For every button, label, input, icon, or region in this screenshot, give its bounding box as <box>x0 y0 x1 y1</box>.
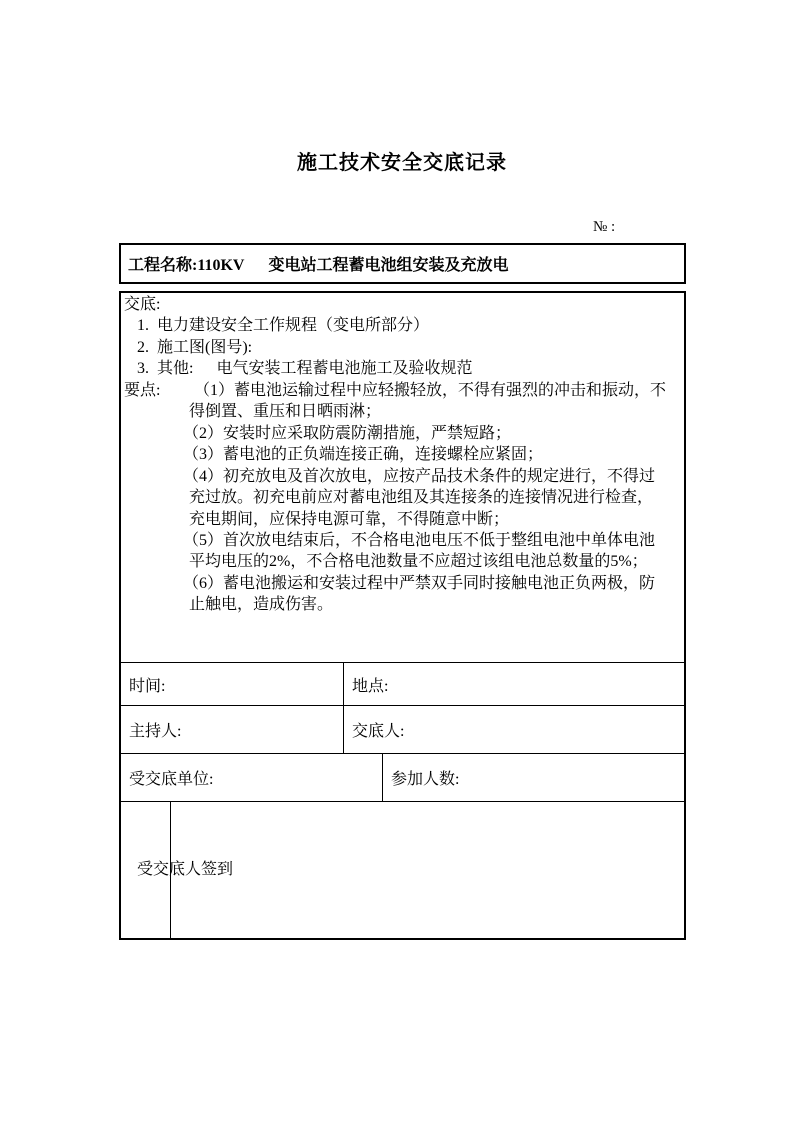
keypoints-line-1 <box>121 380 684 401</box>
project-name-row <box>119 243 686 284</box>
disclosure-item-1 <box>121 315 684 336</box>
disclosure-item-3 <box>121 358 684 379</box>
sign-in-label-cell <box>121 802 234 938</box>
keypoint-line: 得倒置、重压和日晒雨淋； <box>189 403 382 421</box>
keypoint-line: （5）首次放电结束后，不合格电池电压不低于整组电池中单体电池 <box>183 531 656 549</box>
keypoint-line: 充电期间，应保持电源可靠，不得随意中断； <box>189 510 510 528</box>
host-label: 主持人: <box>129 723 182 740</box>
sign-in-row <box>121 802 684 938</box>
keypoint-line: （2）安装时应采取防震防潮措施，严禁短路； <box>183 424 512 442</box>
keypoint-line: 止触电，造成伤害。 <box>189 596 334 614</box>
keypoint-line: （6）蓄电池搬运和安装过程中严禁双手同时接触电池正负两极，防 <box>183 574 656 592</box>
participants-field <box>383 754 684 801</box>
discloser-label: 交底人: <box>352 723 405 740</box>
disclosure-item-2 <box>121 337 684 358</box>
item-2-number: 2. <box>137 338 149 356</box>
time-place-row <box>121 663 684 706</box>
item-3-number: 3. <box>137 360 149 378</box>
host-discloser-row <box>121 706 684 754</box>
document-number-label: № : <box>593 219 616 235</box>
participants-label: 参加人数: <box>391 771 460 788</box>
receiving-unit-field <box>121 754 383 801</box>
disclosure-section <box>121 293 684 663</box>
keypoint-line: 平均电压的2%，不合格电池数量不应超过该组电池总数量的5%； <box>189 553 648 571</box>
discloser-field <box>344 706 684 753</box>
project-name-label: 工程名称:110KV <box>128 257 245 274</box>
item-2-text: 施工图(图号): <box>157 338 253 356</box>
sign-in-area <box>171 802 684 938</box>
item-3-text: 电气安装工程蓄电池施工及验收规范 <box>216 360 473 378</box>
keypoint-line: 充过放。初充电前应对蓄电池组及其连接条的连接情况进行检查， <box>189 489 654 507</box>
place-field <box>344 663 684 705</box>
place-label: 地点: <box>352 677 389 695</box>
host-field <box>121 706 344 753</box>
keypoint-text: （1）蓄电池运输过程中应轻搬轻放，不得有强烈的冲击和振动，不 <box>194 381 667 399</box>
sign-in-label: 受交底人签到 <box>137 861 234 878</box>
keypoint-line: （4）初充放电及首次放电，应按产品技术条件的规定进行，不得过 <box>183 467 656 485</box>
page-title: 施工技术安全交底记录 <box>297 152 507 174</box>
keypoint-line: （3）蓄电池的正负端连接正确，连接螺栓应紧固； <box>183 446 544 464</box>
item-1-text: 电力建设安全工作规程（变电所部分） <box>157 317 430 335</box>
time-label: 时间: <box>129 677 166 695</box>
item-3-label: 其他: <box>157 360 194 378</box>
item-1-number: 1. <box>137 317 149 335</box>
receiving-unit-label: 受交底单位: <box>129 771 214 788</box>
time-field <box>121 663 344 705</box>
disclosure-heading: 交底: <box>124 296 161 313</box>
disclosure-table <box>119 291 686 940</box>
unit-participants-row <box>121 754 684 802</box>
project-name-value: 变电站工程蓄电池组安装及充放电 <box>268 257 509 274</box>
keypoints-label: 要点: <box>124 381 161 399</box>
